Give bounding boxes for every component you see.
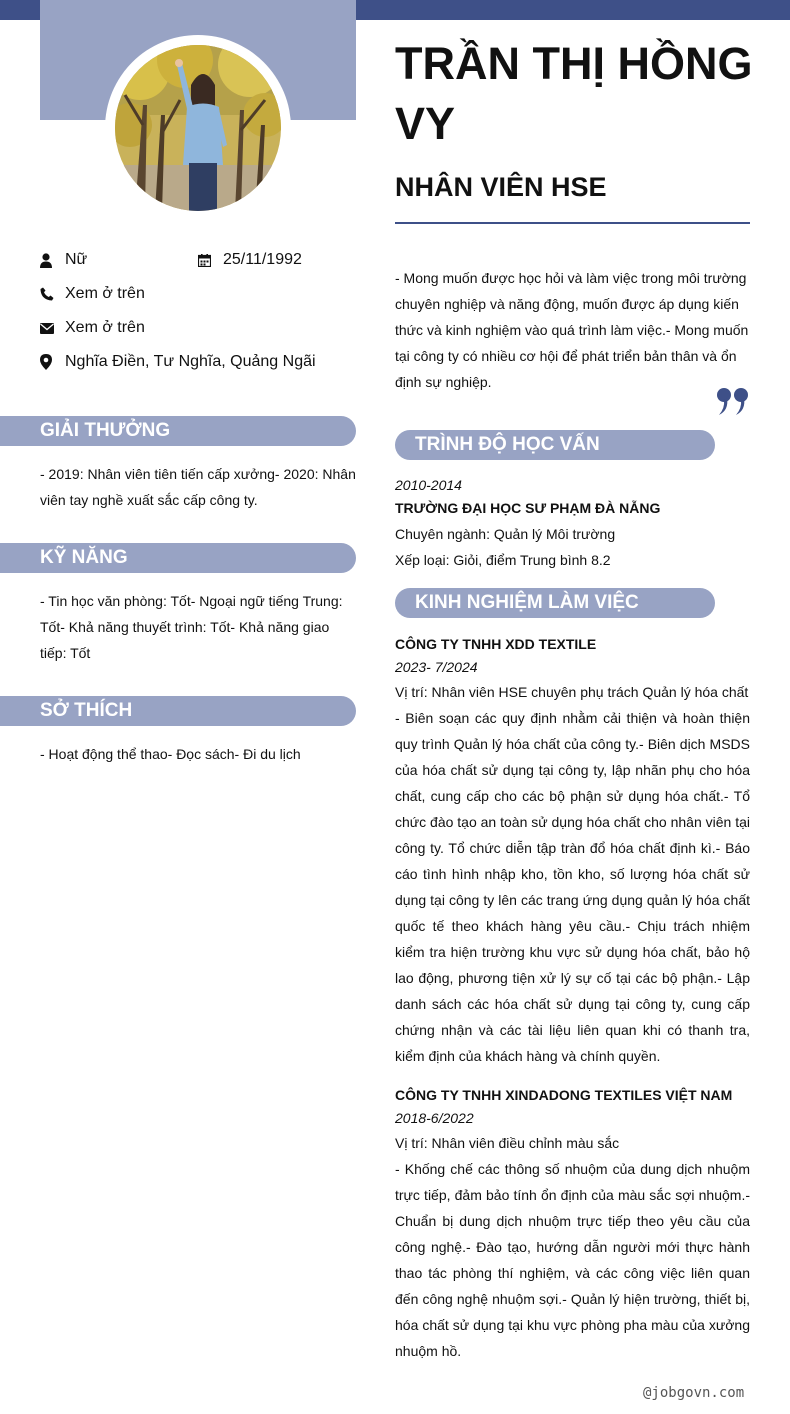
job-period: 2018-6/2022 — [395, 1110, 474, 1126]
candidate-name: TRẦN THỊ HỒNG VY — [395, 38, 753, 149]
email-value: Xem ở trên — [65, 319, 145, 336]
job-period: 2023- 7/2024 — [395, 659, 478, 675]
address-value: Nghĩa Điền, Tư Nghĩa, Quảng Ngãi — [65, 353, 316, 370]
job-position: Vị trí: Nhân viên điều chỉnh màu sắc — [395, 1135, 620, 1151]
education-period: 2010-2014 — [395, 477, 462, 493]
job-description: - Biên soạn các quy định nhằm cải thiện và hoàn thiện quy trình Quản lý hóa chất của công ty.- Biên dịch MSDS của hóa chất sử dụng tại công ty, lập nhãn phụ cho hóa chất, cung cấp cho các bộ phận sử dụng hóa chất.- Tổ chức đào tạo an toàn sử dụng hóa chất cho nhân viên tại công ty. Tổ chức diễn tập tràn đổ hóa chất định kì.- Báo cáo tình hình nhập kho, tồn kho, số lượng hóa chất sử dụng tại công ty lên các trang ứng dụng quản lý hóa chất quốc tế theo khách hàng yêu cầu.- Chịu trách nhiệm kiểm tra hiện trường khu vực sử dụng hóa chất, bảo hộ lao động, phương tiện xử lý sự cố tại các bộ phận.- Lập danh sách các hóa chất sử dụng tại công ty, cung cấp chứng nhận và các tài liệu liên quan khi có thanh tra, kiểm định của khách hàng và chính quyền. — [395, 710, 750, 1064]
gender-row — [40, 251, 87, 269]
hobbies-text: - Hoạt động thể thao- Đọc sách- Đi du lịch — [40, 746, 301, 762]
phone-icon — [40, 287, 65, 301]
job-title: NHÂN VIÊN HSE — [395, 172, 607, 202]
experience-heading: KINH NGHIỆM LÀM VIỆC — [395, 588, 715, 618]
portrait-photo — [115, 45, 281, 211]
awards-heading: GIẢI THƯỞNG — [0, 416, 356, 446]
site-watermark: @jobgovn.com — [643, 1385, 745, 1401]
education-heading: TRÌNH ĐỘ HỌC VẤN — [395, 430, 715, 460]
birthday-value: 25/11/1992 — [223, 251, 302, 268]
birthday-row — [198, 251, 302, 269]
location-pin-icon — [40, 354, 65, 370]
hobbies-heading: SỞ THÍCH — [0, 696, 356, 726]
phone-value: Xem ở trên — [65, 285, 145, 302]
job-position: Vị trí: Nhân viên HSE chuyên phụ trách Quản lý hóa chất — [395, 684, 749, 700]
career-objective: - Mong muốn được học hỏi và làm việc trong môi trường chuyên nghiệp và năng động, muốn được áp dụng kiến thức và kinh nghiệm vào quá trình làm việc.- Mong muốn tại công ty có nhiều cơ hội để phát triển bản thân và ổn định sự nghiệp. — [395, 270, 749, 390]
person-icon — [40, 253, 65, 268]
skills-heading: KỸ NĂNG — [0, 543, 356, 573]
job-company: CÔNG TY TNHH XDD TEXTILE — [395, 636, 597, 652]
education-school: TRƯỜNG ĐẠI HỌC SƯ PHẠM ĐÀ NẴNG — [395, 500, 661, 516]
education-major: Chuyên ngành: Quản lý Môi trường — [395, 526, 616, 542]
gender-value: Nữ — [65, 251, 88, 268]
calendar-icon — [198, 254, 223, 267]
skills-text: - Tin học văn phòng: Tốt- Ngoại ngữ tiếng Trung: Tốt- Khả năng thuyết trình: Tốt- Khả năng giao tiếp: Tốt — [40, 593, 343, 661]
title-divider — [395, 222, 750, 224]
awards-text: - 2019: Nhân viên tiên tiến cấp xưởng- 2020: Nhân viên tay nghề xuất sắc cấp công ty. — [40, 466, 356, 508]
envelope-icon — [40, 323, 65, 334]
email-row — [40, 319, 145, 337]
job-description: - Khống chế các thông số nhuộm của dung dịch nhuộm trực tiếp, đảm bảo tính ổn định của màu sắc sợi nhuộm.- Chuẩn bị dung dịch nhuộm trực tiếp theo yêu cầu của công nghệ.- Đào tạo, hướng dẫn người mới thực hành thao tác phòng thí nghiệm, và các công việc liên quan đến công nghệ nhuộm sợi.- Quản lý hiện trường, thiết bị, hóa chất sử dụng tại khu vực phòng pha màu của xưởng nhuộm hồ. — [395, 1161, 750, 1359]
job-company: CÔNG TY TNHH XINDADONG TEXTILES VIỆT NAM — [395, 1087, 733, 1103]
address-row — [40, 353, 316, 371]
education-grade: Xếp loại: Giỏi, điểm Trung bình 8.2 — [395, 552, 611, 568]
quote-icon — [715, 386, 751, 421]
avatar — [115, 45, 281, 211]
phone-row — [40, 285, 145, 303]
